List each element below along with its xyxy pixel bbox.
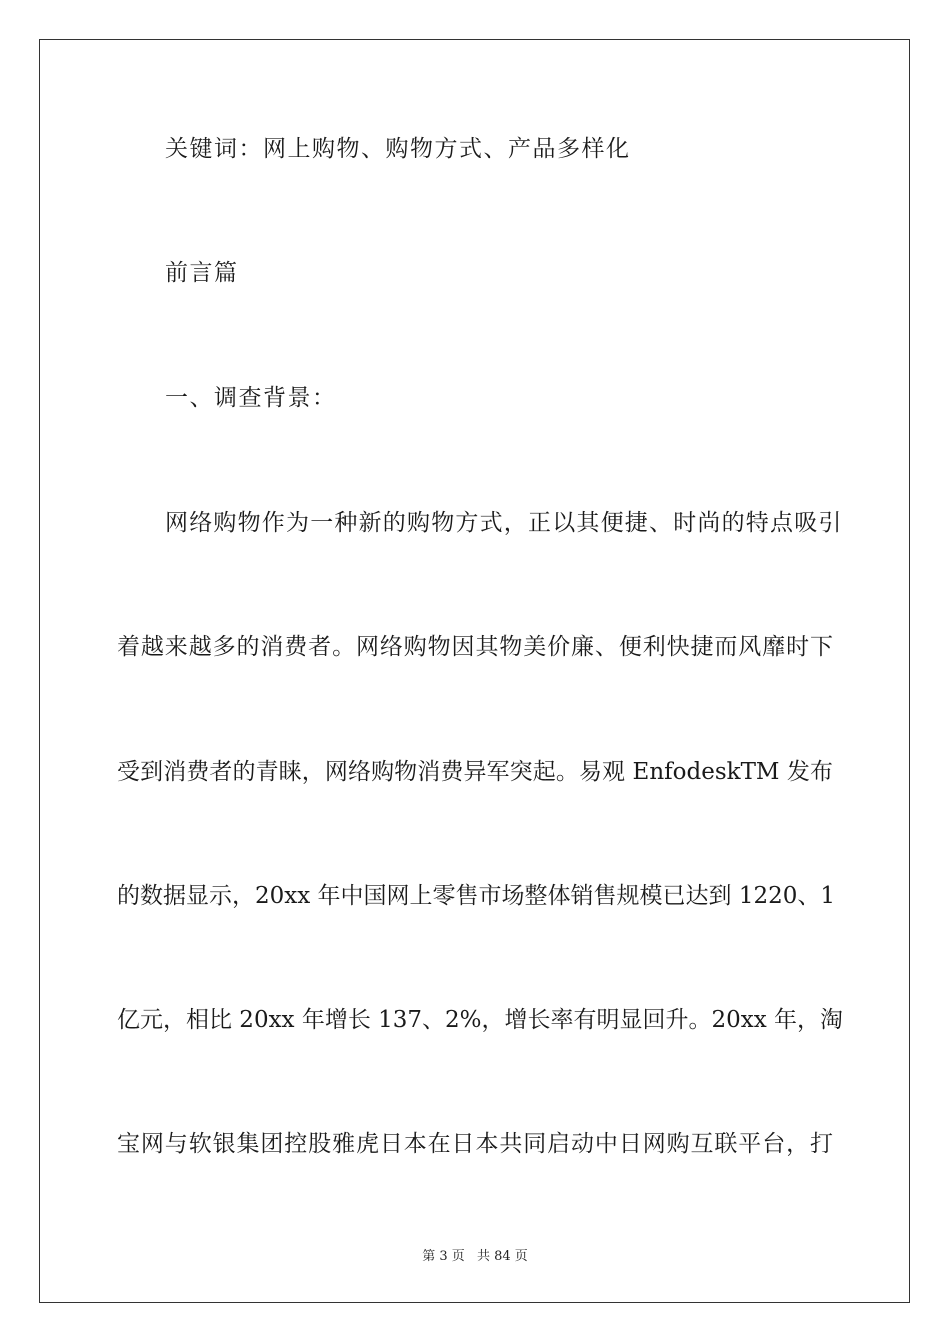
page-footer <box>0 1248 950 1266</box>
page-number: 第 3 页 <box>422 1249 465 1264</box>
page-frame <box>39 39 910 1303</box>
paragraph-line-3: 受到消费者的青睐，网络购物消费异军突起。易观 EnfodeskTM 发布 <box>117 759 833 785</box>
paragraph-line-5: 亿元，相比 20xx 年增长 137、2%，增长率有明显回升。20xx 年，淘 <box>117 1007 844 1033</box>
paragraph-line-6: 宝网与软银集团控股雅虎日本在日本共同启动中日网购互联平台，打 <box>117 1131 833 1157</box>
paragraph-line-1: 网络购物作为一种新的购物方式，正以其便捷、时尚的特点吸引 <box>165 510 843 536</box>
keywords-line: 关键词：网上购物、购物方式、产品多样化 <box>165 136 631 162</box>
paragraph-line-4: 的数据显示，20xx 年中国网上零售市场整体销售规模已达到 1220、1 <box>117 883 835 909</box>
page-total: 共 84 页 <box>476 1249 528 1264</box>
paragraph-line-2: 着越来越多的消费者。网络购物因其物美价廉、便利快捷而风靡时下 <box>117 634 833 660</box>
preface-heading: 前言篇 <box>165 260 239 286</box>
section-heading: 一、调查背景： <box>165 385 337 411</box>
